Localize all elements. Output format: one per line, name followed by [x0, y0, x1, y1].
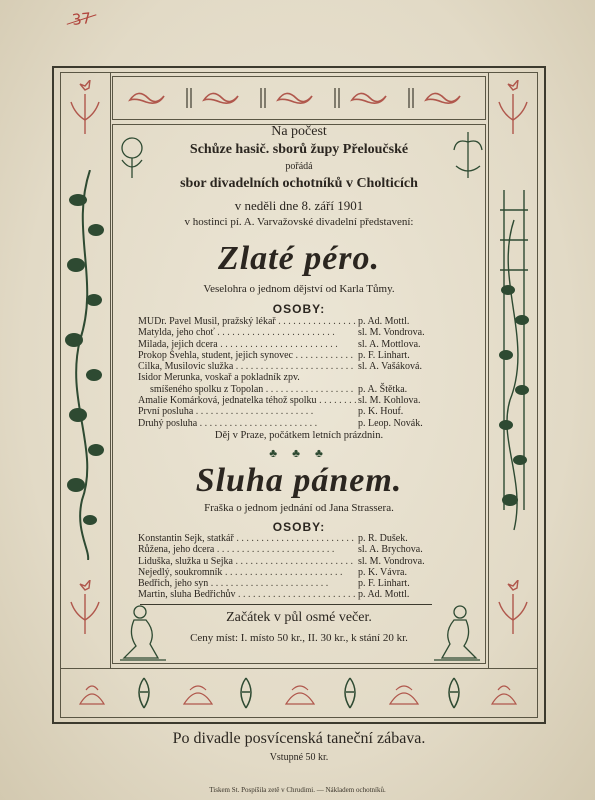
bottom-ornaments	[60, 670, 538, 716]
cast-row: Matylda, jeho choť . . . sl. M. Vondrova.	[138, 327, 440, 338]
header-line-sbor: sbor divadelních ochotníků v Cholticích	[180, 176, 418, 191]
cast-row: Nejedlý, soukromník . . . p. K. Vávra.	[138, 567, 440, 578]
play2-cast-list	[138, 533, 440, 601]
printer-imprint: Tiskem St. Pospíšila zetě v Chrudimi. — Nákladem ochotníků.	[209, 786, 386, 794]
start-time: Začátek v půl osmé večer.	[226, 610, 372, 625]
cast-row: Isidor Merunka, voskař a pokladník zpv.	[138, 372, 300, 384]
cast-row: Druhý posluha . . . p. Leop. Novák.	[138, 418, 440, 429]
tulip-ornament-bottom-left	[62, 580, 108, 650]
cast-row: Bedřich, jeho syn . . . p. F. Linhart.	[138, 578, 440, 589]
tulip-ornament-bottom-right	[490, 580, 536, 650]
left-vine-ornament	[60, 170, 110, 560]
play1-subtitle: Veselohra o jednom dějství od Karla Tůmy.	[203, 283, 395, 295]
after-show-dance: Po divadle posvícenská taneční zábava.	[172, 730, 426, 747]
tulip-ornament-top-left	[62, 80, 108, 150]
play1-setting: Děj v Praze, počátkem letních prázdnin.	[214, 430, 384, 441]
handwritten-number: 37	[71, 9, 92, 29]
cast-row: Martin, sluha Bedřichův . . . p. Ad. Mottl.	[138, 589, 440, 600]
header-line-date: v neděli dne 8. září 1901	[234, 198, 364, 213]
cast-row: Cilka, Musilovic služka . . . sl. A. Vašáková.	[138, 361, 440, 372]
play1-cast-list	[138, 316, 440, 429]
dance-entry-fee: Vstupné 50 kr.	[269, 752, 329, 763]
play1-title: Zlaté péro.	[217, 240, 381, 277]
play2-subtitle: Fraška o jednom jednání od Jana Strassera.	[204, 502, 394, 514]
cast-row: Růžena, jeho dcera . . . sl. A. Brychova.	[138, 544, 440, 555]
right-trellis-vine-ornament	[490, 180, 538, 540]
section-divider-dingbats: ♣ ♣ ♣	[269, 446, 329, 460]
divider-rule	[140, 604, 432, 605]
play1-osoby-label: OSOBY:	[272, 302, 326, 316]
cast-row: smíšeného spolku z Topolan . . . p. A. Štětka.	[138, 384, 440, 395]
cast-row: První posluha . . . p. K. Houf.	[138, 406, 440, 417]
ticket-prices: Ceny míst: I. místo 50 kr., II. 30 kr., k stání 20 kr.	[190, 632, 408, 644]
cast-row: Prokop Švehla, student, jejich synovec . . . p. F. Linhart.	[138, 350, 440, 361]
tulip-ornament-top-right	[490, 80, 536, 150]
cast-row: Konstantin Sejk, statkář . . . p. R. Dušek.	[138, 533, 440, 544]
play2-osoby-label: OSOBY:	[272, 520, 326, 534]
cast-row: MUDr. Pavel Musil, pražský lékař . . . p. Ad. Mottl.	[138, 316, 440, 327]
top-swirl-ornaments	[112, 76, 486, 120]
header-line-na-pocest: Na počest	[271, 124, 327, 139]
cast-row: Liduška, služka u Sejka . . . sl. M. Vondrova.	[138, 556, 440, 567]
cast-row: Amalie Komárková, jednatelka téhož spolku . . . sl. M. Kohlova.	[138, 395, 440, 406]
cast-row: Milada, jejich dcera . . . sl. A. Mottlova.	[138, 339, 440, 350]
header-line-schuze: Schůze hasič. sborů župy Přeloučské	[189, 142, 409, 157]
header-line-poradá: pořádá	[285, 161, 313, 172]
header-line-venue: v hostinci pí. A. Varvažovské divadelní představení:	[184, 216, 414, 228]
play2-title: Sluha pánem.	[195, 462, 403, 499]
